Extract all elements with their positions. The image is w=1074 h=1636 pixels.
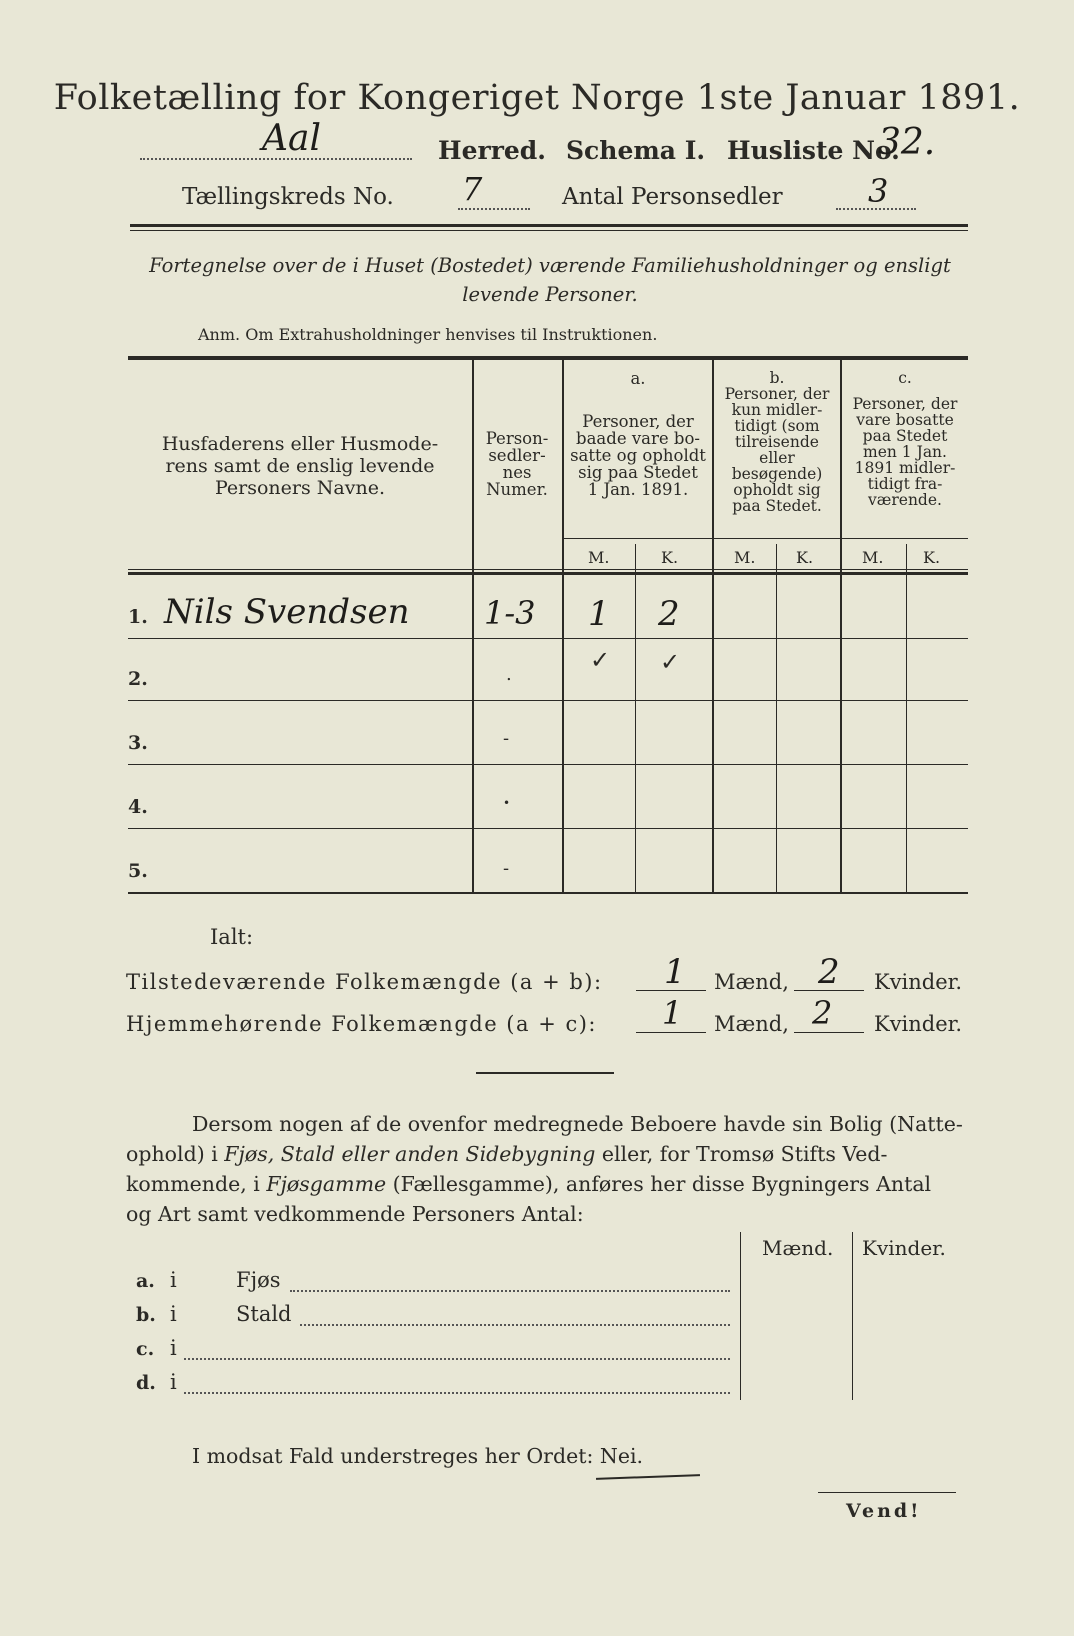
- col-name-header: Husfaderens eller Husmode- rens samt de enslig levende Personers Navne.: [161, 433, 439, 499]
- intro-heading-line2: levende Personer.: [462, 283, 638, 306]
- hjem-k-value: 2: [812, 994, 833, 1032]
- sedler-number: -: [503, 728, 510, 749]
- col-line-1: [472, 358, 474, 894]
- row-rule-3: [128, 764, 968, 765]
- sedler-number: -: [503, 858, 510, 879]
- antal-value: 3: [868, 172, 889, 210]
- intro-note: Anm. Om Extrahusholdninger henvises til Instruktionen.: [198, 325, 658, 344]
- building-dotted-line: [290, 1288, 730, 1292]
- form-title: Folketælling for Kongeriget Norge 1ste Januar 1891.: [53, 78, 1021, 118]
- col-c-m: M.: [862, 548, 884, 567]
- col-b-m: M.: [734, 548, 756, 567]
- buildings-col-kvinder: Kvinder.: [862, 1236, 946, 1260]
- a-m-check: ✓: [590, 646, 611, 674]
- row-number: 4.: [128, 796, 148, 818]
- tilst-kvinder: Kvinder.: [874, 970, 963, 994]
- col-c-k: K.: [923, 548, 941, 567]
- header-bottom-rule-thin: [128, 569, 968, 570]
- a-m-value: 1: [588, 594, 610, 634]
- hjem-kvinder: Kvinder.: [874, 1012, 963, 1036]
- herred-value: Aal: [262, 118, 321, 159]
- schema-label: Schema I.: [566, 136, 706, 165]
- col-line-c-mk: [906, 544, 907, 894]
- col-line-3: [712, 358, 714, 894]
- mk-subheader-rule: [562, 538, 968, 539]
- header-bottom-rule-thick: [128, 572, 968, 575]
- col-b-header: b. Personer, der kun midler- tidigt (som tilreisende eller besøgende) opholdt sig paa Stedet.: [724, 369, 830, 515]
- table-top-rule: [128, 356, 968, 360]
- col-line-a-mk: [635, 544, 636, 894]
- hjem-m-value: 1: [662, 994, 683, 1032]
- tilst-k-value: 2: [818, 952, 840, 992]
- building-letter: b.: [136, 1304, 156, 1326]
- vend-text: Vend!: [846, 1500, 922, 1522]
- tilst-m-value: 1: [664, 952, 686, 992]
- hjem-k-line: [794, 1032, 864, 1033]
- header-rule-thick: [130, 224, 968, 227]
- row-rule-2: [128, 700, 968, 701]
- col-num-header: Person- sedler- nes Numer.: [485, 429, 549, 499]
- building-letter: d.: [136, 1372, 156, 1394]
- building-i: i: [170, 1336, 177, 1360]
- hjem-m-line: [636, 1032, 706, 1033]
- nei-underline: [596, 1474, 700, 1480]
- table-bottom-rule: [128, 892, 968, 894]
- para-line1: Dersom nogen af de ovenfor medregnede Beboere havde sin Bolig (Natte-: [192, 1112, 963, 1136]
- separator-rule: [476, 1072, 614, 1074]
- col-a-k: K.: [661, 548, 679, 567]
- herred-label: Herred.: [438, 136, 546, 165]
- a-k-check: ✓: [660, 648, 681, 676]
- antal-label: Antal Personsedler: [562, 184, 783, 210]
- building-letter: a.: [136, 1270, 155, 1292]
- row-number: 3.: [128, 732, 148, 754]
- row-number: 2.: [128, 668, 148, 690]
- intro-heading-line1: Fortegnelse over de i Huset (Bostedet) værende Familiehusholdninger og ensligt: [149, 254, 951, 277]
- building-label: Fjøs: [236, 1268, 281, 1292]
- ialt-label: Ialt:: [210, 925, 254, 949]
- building-dotted-line: [184, 1356, 730, 1360]
- col-a-m: M.: [588, 548, 610, 567]
- tilst-label: Tilstedeværende Folkemængde (a + b):: [126, 970, 603, 994]
- husliste-value: 32.: [878, 122, 936, 163]
- tilst-maend: Mænd,: [714, 970, 789, 994]
- building-dotted-line: [300, 1322, 730, 1326]
- sedler-number: •: [503, 796, 511, 810]
- a-k-value: 2: [658, 594, 680, 634]
- row-rule-1: [128, 638, 968, 639]
- person-name: Nils Svendsen: [164, 592, 410, 632]
- col-line-4: [840, 358, 842, 894]
- buildings-col-line-2: [852, 1232, 853, 1400]
- row-rule-4: [128, 828, 968, 829]
- modsat-text: I modsat Fald understreges her Ordet: Nei.: [192, 1444, 644, 1468]
- para-line4: og Art samt vedkommende Personers Antal:: [126, 1202, 584, 1226]
- col-a-header: a. Personer, der baade vare bo- satte og opholdt sig paa Stedet 1 Jan. 1891.: [570, 369, 706, 499]
- col-b-k: K.: [796, 548, 814, 567]
- hjem-maend: Mænd,: [714, 1012, 789, 1036]
- row-number: 5.: [128, 860, 148, 882]
- building-i: i: [170, 1302, 177, 1326]
- building-i: i: [170, 1268, 177, 1292]
- hjem-label: Hjemmehørende Folkemængde (a + c):: [126, 1012, 597, 1036]
- para-line3: kommende, i Fjøsgamme (Fællesgamme), anføres her disse Bygningers Antal: [126, 1172, 932, 1196]
- col-line-2: [562, 358, 564, 894]
- buildings-col-maend: Mænd.: [762, 1236, 834, 1260]
- row-number: 1.: [128, 606, 148, 628]
- buildings-col-line-1: [740, 1232, 741, 1400]
- col-c-header: c. Personer, der vare bosatte paa Stedet men 1 Jan. 1891 midler- tidigt fra- værende.: [852, 369, 958, 509]
- para-line2: ophold) i Fjøs, Stald eller anden Sidebygning eller, for Tromsø Stifts Ved-: [126, 1142, 888, 1166]
- husliste-label: Husliste No.: [727, 136, 900, 165]
- sedler-number: .: [506, 664, 512, 685]
- vend-rule: [818, 1492, 956, 1493]
- sedler-number: 1-3: [484, 594, 536, 632]
- kreds-value: 7: [462, 170, 483, 208]
- building-label: Stald: [236, 1302, 292, 1326]
- header-rule-thin: [130, 230, 968, 231]
- building-dotted-line: [184, 1390, 730, 1394]
- building-i: i: [170, 1370, 177, 1394]
- building-letter: c.: [136, 1338, 155, 1360]
- col-line-b-mk: [776, 544, 777, 894]
- kreds-label: Tællingskreds No.: [182, 184, 394, 210]
